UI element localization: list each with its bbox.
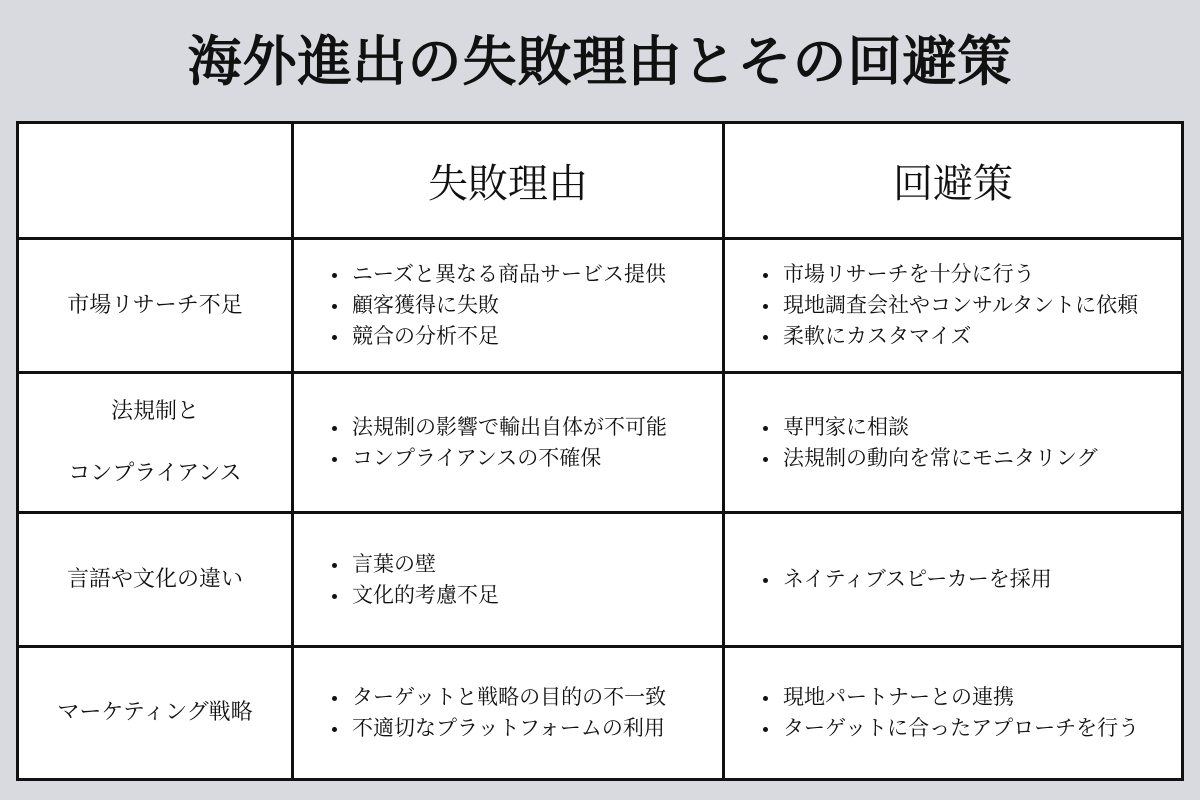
row-label-regulation — [19, 374, 294, 514]
reasons-list — [294, 412, 667, 474]
row-label-marketing — [19, 648, 294, 778]
reasons-list — [294, 549, 499, 611]
row-label-text: 市場リサーチ不足 — [67, 292, 243, 318]
list-item: 柔軟にカスタマイズ — [757, 321, 1138, 352]
row-label-text: 法規制と — [110, 398, 199, 424]
list-item: 現地調査会社やコンサルタントに依頼 — [757, 290, 1138, 321]
row-label-language-culture — [19, 514, 294, 648]
solutions-cell — [725, 648, 1181, 778]
row-label-text: コンプライアンス — [68, 460, 242, 486]
list-item: 言葉の壁 — [326, 549, 499, 580]
solutions-list — [725, 682, 1139, 744]
solutions-cell — [725, 374, 1181, 514]
list-item: ターゲットに合ったアプローチを行う — [757, 713, 1139, 744]
comparison-table — [16, 121, 1184, 781]
header-reasons: 失敗理由 — [294, 124, 725, 240]
list-item: ニーズと異なる商品サービス提供 — [326, 259, 666, 290]
solutions-cell — [725, 240, 1181, 374]
reasons-cell — [294, 240, 725, 374]
list-item: 現地パートナーとの連携 — [757, 682, 1139, 713]
reasons-list — [294, 259, 666, 352]
reasons-cell — [294, 514, 725, 648]
reasons-cell — [294, 648, 725, 778]
list-item: 法規制の影響で輸出自体が不可能 — [326, 412, 667, 443]
list-item: コンプライアンスの不確保 — [326, 443, 667, 474]
row-label-text: マーケティング戦略 — [57, 700, 253, 725]
reasons-list — [294, 682, 666, 744]
list-item: ネイティブスピーカーを採用 — [757, 564, 1052, 595]
list-item: ターゲットと戦略の目的の不一致 — [326, 682, 666, 713]
header-corner-cell — [19, 124, 294, 240]
solutions-list — [725, 259, 1138, 352]
row-label-text: 言語や文化の違い — [66, 566, 243, 592]
list-item: 法規制の動向を常にモニタリング — [757, 443, 1098, 474]
list-item: 顧客獲得に失敗 — [326, 290, 666, 321]
row-label-market-research — [19, 240, 294, 374]
list-item: 市場リサーチを十分に行う — [757, 259, 1138, 290]
solutions-list — [725, 564, 1052, 595]
solutions-list — [725, 412, 1098, 474]
solutions-cell — [725, 514, 1181, 648]
list-item: 不適切なプラットフォームの利用 — [326, 713, 666, 744]
page-title: 海外進出の失敗理由とその回避策 — [187, 30, 1013, 93]
list-item: 競合の分析不足 — [326, 321, 666, 352]
header-solutions: 回避策 — [725, 124, 1181, 240]
list-item: 専門家に相談 — [757, 412, 1098, 443]
reasons-cell — [294, 374, 725, 514]
list-item: 文化的考慮不足 — [326, 580, 499, 611]
